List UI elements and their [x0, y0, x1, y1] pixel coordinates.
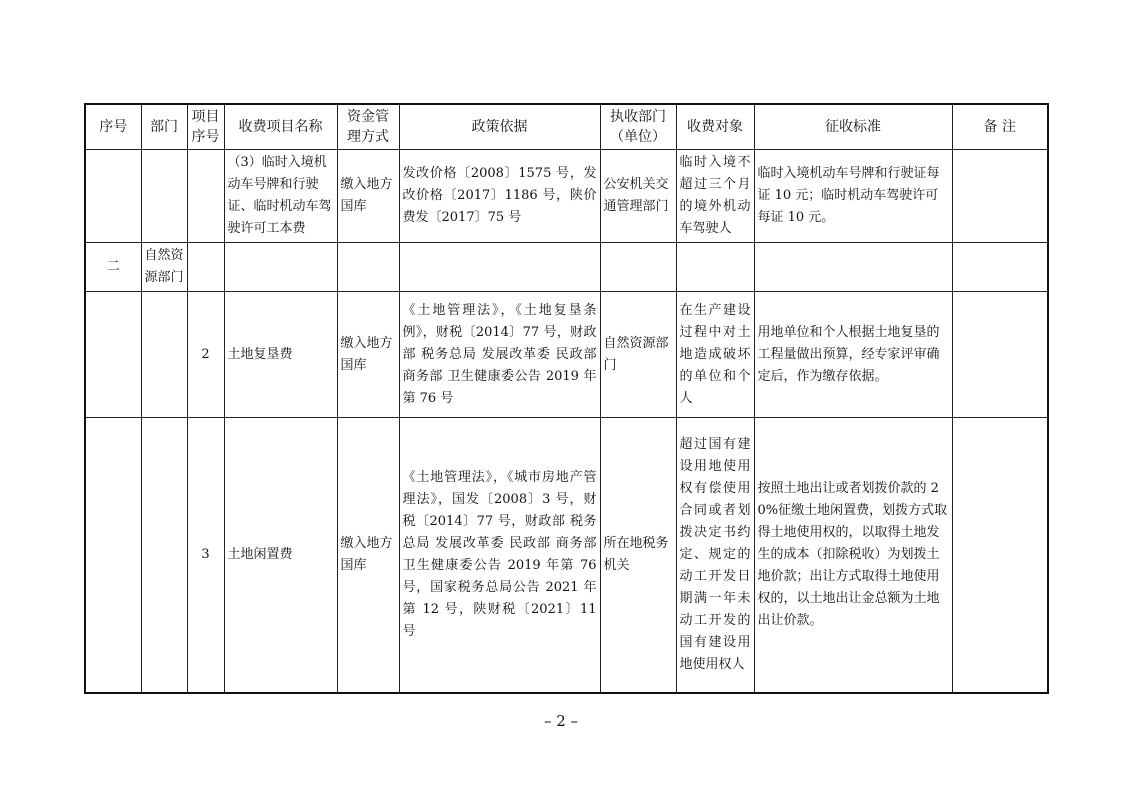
- cell-seq: [85, 150, 141, 243]
- cell-standard: 用地单位和个人根据土地复垦的工程量做出预算，经专家评审确定后，作为缴存依据。: [754, 292, 952, 418]
- cell-policy: 《土地管理法》，《土地复垦条例》，财税〔2014〕77 号，财政部 税务总局 发展改革委 民政部 商务部 卫生健康委公告 2019 年第 76 号: [399, 292, 600, 418]
- cell-item-seq: 2: [187, 292, 224, 418]
- cell-standard: [754, 243, 952, 292]
- cell-dept: [141, 292, 187, 418]
- cell-name: 土地闲置费: [224, 418, 337, 693]
- header-item-seq: 项目序号: [187, 104, 224, 150]
- header-dept: 部门: [141, 104, 187, 150]
- cell-target: [676, 243, 754, 292]
- header-policy: 政策依据: [399, 104, 600, 150]
- cell-fund: 缴入地方国库: [337, 418, 399, 693]
- cell-exec: 自然资源部门: [600, 292, 676, 418]
- cell-fund: 缴入地方国库: [337, 150, 399, 243]
- cell-seq: [85, 292, 141, 418]
- cell-dept: [141, 150, 187, 243]
- cell-note: [952, 418, 1048, 693]
- table-row: [85, 243, 1048, 292]
- cell-item-seq: [187, 150, 224, 243]
- cell-item-seq: [187, 243, 224, 292]
- cell-exec: 公安机关交通管理部门: [600, 150, 676, 243]
- cell-dept: [141, 418, 187, 693]
- table-header-row: [85, 104, 1048, 150]
- header-exec: 执收部门（单位）: [600, 104, 676, 150]
- header-fund: 资金管理方式: [337, 104, 399, 150]
- cell-name: [224, 243, 337, 292]
- cell-policy: 发改价格〔2008〕1575 号，发改价格〔2017〕1186 号，陕价费发〔2017〕75 号: [399, 150, 600, 243]
- header-target: 收费对象: [676, 104, 754, 150]
- cell-target: 临时入境不超过三个月的境外机动车驾驶人: [676, 150, 754, 243]
- cell-exec: 所在地税务机关: [600, 418, 676, 693]
- cell-item-seq: 3: [187, 418, 224, 693]
- cell-fund: 缴入地方国库: [337, 292, 399, 418]
- cell-seq: [85, 418, 141, 693]
- cell-exec: [600, 243, 676, 292]
- header-standard: 征收标准: [754, 104, 952, 150]
- cell-standard: 临时入境机动车号牌和行驶证每证 10 元；临时机动车驾驶许可每证 10 元。: [754, 150, 952, 243]
- cell-fund: [337, 243, 399, 292]
- cell-target: 在生产建设过程中对土地造成破坏的单位和个人: [676, 292, 754, 418]
- cell-policy: 《土地管理法》，《城市房地产管理法》，国发〔2008〕3 号，财税〔2014〕77 号，财政部 税务总局 发展改革委 民政部 商务部 卫生健康委公告 2019 年第 76 号，国家税务总局公告 2021 年第 12 号，陕财税〔2021〕11 号: [399, 418, 600, 693]
- header-note: 备 注: [952, 104, 1048, 150]
- cell-name: （3）临时入境机动车号牌和行驶证、临时机动车驾驶许可工本费: [224, 150, 337, 243]
- table-row: [85, 418, 1048, 693]
- table-row: [85, 292, 1048, 418]
- fee-table: [84, 103, 1049, 694]
- cell-target: 超过国有建设用地使用权有偿使用合同或者划拨决定书约定、规定的动工开发日期满一年未动工开发的国有建设用地使用权人: [676, 418, 754, 693]
- cell-note: [952, 243, 1048, 292]
- cell-note: [952, 150, 1048, 243]
- table-row: [85, 150, 1048, 243]
- page-number: – 2 –: [543, 712, 579, 730]
- cell-dept: 自然资源部门: [141, 243, 187, 292]
- cell-standard: 按照土地出让或者划拨价款的 20%征缴土地闲置费，划拨方式取得土地使用权的，以取得土地发生的成本（扣除税收）为划拨土地价款；出让方式取得土地使用权的，以土地出让金总额为土地出让价款。: [754, 418, 952, 693]
- cell-note: [952, 292, 1048, 418]
- cell-seq: 二: [85, 243, 141, 292]
- header-seq: 序号: [85, 104, 141, 150]
- cell-name: 土地复垦费: [224, 292, 337, 418]
- cell-policy: [399, 243, 600, 292]
- header-name: 收费项目名称: [224, 104, 337, 150]
